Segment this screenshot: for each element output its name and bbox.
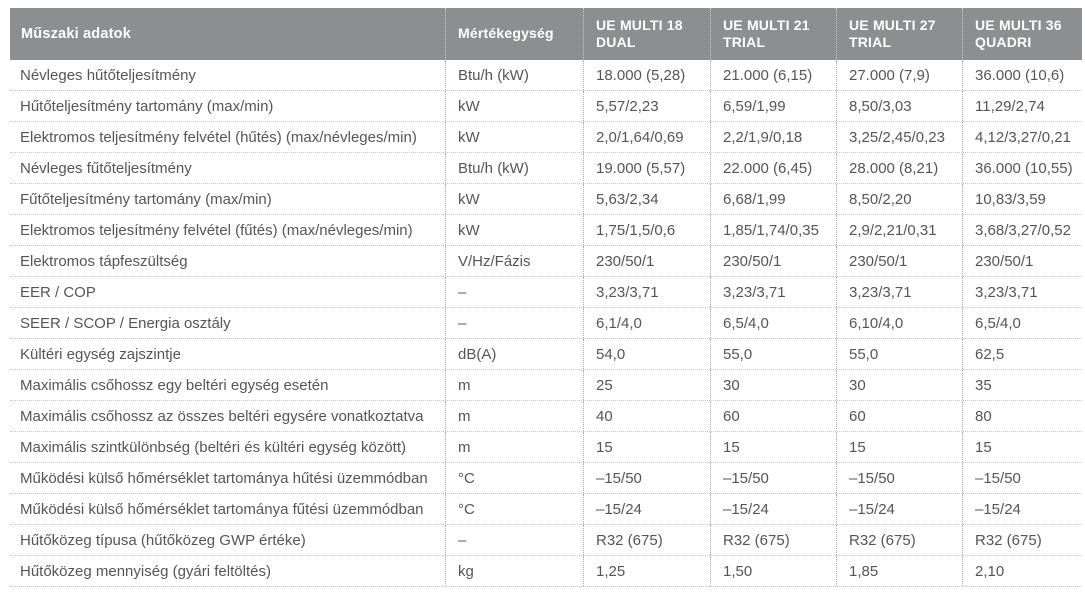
spec-unit: m xyxy=(445,401,583,431)
spec-name: SEER / SCOP / Energia osztály xyxy=(20,314,231,332)
spec-value-model-3: 55,0 xyxy=(836,339,962,369)
spec-name: Működési külső hőmérséklet tartománya fűtési üzemmódban xyxy=(20,500,424,518)
spec-unit: V/Hz/Fázis xyxy=(445,246,583,276)
spec-unit: °C xyxy=(445,494,583,524)
spec-value-model-2: 22.000 (6,45) xyxy=(710,153,836,183)
spec-value-model-2: 55,0 xyxy=(710,339,836,369)
table-row xyxy=(10,184,1082,215)
spec-value-model-1: 2,0/1,64/0,69 xyxy=(583,122,710,152)
spec-value-model-2: –15/50 xyxy=(710,463,836,493)
spec-value-model-2: 30 xyxy=(710,370,836,400)
spec-unit: °C xyxy=(445,463,583,493)
spec-value-model-2: 60 xyxy=(710,401,836,431)
spec-value-model-3: 30 xyxy=(836,370,962,400)
spec-value-model-4: R32 (675) xyxy=(962,525,1082,555)
spec-value-model-3: 60 xyxy=(836,401,962,431)
spec-unit: kW xyxy=(445,184,583,214)
spec-value-model-2: 6,59/1,99 xyxy=(710,91,836,121)
spec-value-model-1: 19.000 (5,57) xyxy=(583,153,710,183)
header-model-ue-multi-36-quadri: UE MULTI 36 QUADRI xyxy=(962,8,1082,60)
spec-value-model-2: 6,68/1,99 xyxy=(710,184,836,214)
table-row xyxy=(10,556,1082,587)
table-row xyxy=(10,401,1082,432)
spec-value-model-3: 28.000 (8,21) xyxy=(836,153,962,183)
spec-value-model-1: 25 xyxy=(583,370,710,400)
spec-value-model-4: –15/24 xyxy=(962,494,1082,524)
spec-value-model-2: 3,23/3,71 xyxy=(710,277,836,307)
spec-value-model-1: 5,63/2,34 xyxy=(583,184,710,214)
spec-value-model-2: 230/50/1 xyxy=(710,246,836,276)
spec-value-model-3: R32 (675) xyxy=(836,525,962,555)
spec-unit: Btu/h (kW) xyxy=(445,60,583,90)
spec-value-model-4: 62,5 xyxy=(962,339,1082,369)
spec-name: Maximális szintkülönbség (beltéri és kültéri egység között) xyxy=(20,438,406,456)
spec-value-model-4: 2,10 xyxy=(962,556,1082,586)
spec-value-model-4: 3,68/3,27/0,52 xyxy=(962,215,1082,245)
spec-value-model-3: 27.000 (7,9) xyxy=(836,60,962,90)
table-row xyxy=(10,370,1082,401)
spec-name: Maximális csőhossz egy beltéri egység esetén xyxy=(20,376,329,394)
spec-value-model-3: 8,50/2,20 xyxy=(836,184,962,214)
table-body xyxy=(10,60,1082,587)
spec-value-model-4: 6,5/4,0 xyxy=(962,308,1082,338)
spec-unit: Btu/h (kW) xyxy=(445,153,583,183)
spec-name: Elektromos teljesítmény felvétel (fűtés) (max/névleges/min) xyxy=(20,221,413,239)
spec-value-model-2: 15 xyxy=(710,432,836,462)
spec-value-model-4: 10,83/3,59 xyxy=(962,184,1082,214)
spec-value-model-1: R32 (675) xyxy=(583,525,710,555)
spec-name: Elektromos teljesítmény felvétel (hűtés) (max/névleges/min) xyxy=(20,128,417,146)
table-header-row xyxy=(10,8,1082,60)
spec-name: Hűtőteljesítmény tartomány (max/min) xyxy=(20,97,274,115)
spec-unit: kW xyxy=(445,122,583,152)
spec-value-model-4: 36.000 (10,6) xyxy=(962,60,1082,90)
spec-name: Működési külső hőmérséklet tartománya hűtési üzemmódban xyxy=(20,469,428,487)
spec-value-model-4: 3,23/3,71 xyxy=(962,277,1082,307)
spec-name: Maximális csőhossz az összes beltéri egysére vonatkoztatva xyxy=(20,407,424,425)
header-specs-label: Műszaki adatok xyxy=(21,25,131,42)
spec-unit: kW xyxy=(445,215,583,245)
spec-value-model-4: 230/50/1 xyxy=(962,246,1082,276)
spec-value-model-3: 230/50/1 xyxy=(836,246,962,276)
spec-name: EER / COP xyxy=(20,283,96,301)
table-row xyxy=(10,153,1082,184)
spec-unit: – xyxy=(445,308,583,338)
spec-unit: kg xyxy=(445,556,583,586)
spec-value-model-1: 6,1/4,0 xyxy=(583,308,710,338)
spec-value-model-2: 2,2/1,9/0,18 xyxy=(710,122,836,152)
spec-value-model-3: 8,50/3,03 xyxy=(836,91,962,121)
spec-value-model-1: –15/24 xyxy=(583,494,710,524)
spec-unit: – xyxy=(445,525,583,555)
spec-value-model-1: 15 xyxy=(583,432,710,462)
spec-value-model-3: 3,25/2,45/0,23 xyxy=(836,122,962,152)
table-row xyxy=(10,525,1082,556)
spec-value-model-4: 80 xyxy=(962,401,1082,431)
spec-unit: m xyxy=(445,370,583,400)
header-model-ue-multi-21-trial: UE MULTI 21 TRIAL xyxy=(710,8,836,60)
spec-name: Elektromos tápfeszültség xyxy=(20,252,188,270)
spec-value-model-4: 36.000 (10,55) xyxy=(962,153,1082,183)
spec-name: Névleges hűtőteljesítmény xyxy=(20,66,196,84)
spec-value-model-1: 40 xyxy=(583,401,710,431)
table-row xyxy=(10,91,1082,122)
spec-unit: dB(A) xyxy=(445,339,583,369)
header-model-ue-multi-18-dual: UE MULTI 18 DUAL xyxy=(583,8,710,60)
table-row xyxy=(10,339,1082,370)
spec-value-model-3: 1,85 xyxy=(836,556,962,586)
spec-name: Fűtőteljesítmény tartomány (max/min) xyxy=(20,190,272,208)
spec-value-model-1: 1,25 xyxy=(583,556,710,586)
table-row xyxy=(10,432,1082,463)
spec-value-model-3: –15/24 xyxy=(836,494,962,524)
spec-unit: kW xyxy=(445,91,583,121)
header-unit-label: Mértékegység xyxy=(445,8,583,60)
table-row xyxy=(10,122,1082,153)
spec-unit: m xyxy=(445,432,583,462)
spec-value-model-1: 18.000 (5,28) xyxy=(583,60,710,90)
spec-name: Hűtőközeg mennyiség (gyári feltöltés) xyxy=(20,562,271,580)
table-row xyxy=(10,308,1082,339)
spec-value-model-2: 1,85/1,74/0,35 xyxy=(710,215,836,245)
spec-name: Kültéri egység zajszintje xyxy=(20,345,181,363)
spec-name: Névleges fűtőteljesítmény xyxy=(20,159,192,177)
spec-value-model-3: 3,23/3,71 xyxy=(836,277,962,307)
spec-value-model-2: 1,50 xyxy=(710,556,836,586)
table-row xyxy=(10,463,1082,494)
table-row xyxy=(10,60,1082,91)
table-row xyxy=(10,246,1082,277)
spec-value-model-2: –15/24 xyxy=(710,494,836,524)
spec-value-model-4: 4,12/3,27/0,21 xyxy=(962,122,1082,152)
spec-value-model-1: –15/50 xyxy=(583,463,710,493)
spec-value-model-4: –15/50 xyxy=(962,463,1082,493)
spec-value-model-2: 6,5/4,0 xyxy=(710,308,836,338)
table-row xyxy=(10,215,1082,246)
spec-value-model-3: 6,10/4,0 xyxy=(836,308,962,338)
spec-value-model-3: –15/50 xyxy=(836,463,962,493)
spec-value-model-1: 54,0 xyxy=(583,339,710,369)
spec-value-model-2: 21.000 (6,15) xyxy=(710,60,836,90)
spec-unit: – xyxy=(445,277,583,307)
spec-value-model-4: 11,29/2,74 xyxy=(962,91,1082,121)
header-model-ue-multi-27-trial: UE MULTI 27 TRIAL xyxy=(836,8,962,60)
spec-value-model-2: R32 (675) xyxy=(710,525,836,555)
table-row xyxy=(10,494,1082,525)
spec-value-model-1: 230/50/1 xyxy=(583,246,710,276)
spec-value-model-3: 15 xyxy=(836,432,962,462)
table-row xyxy=(10,277,1082,308)
spec-name: Hűtőközeg típusa (hűtőközeg GWP értéke) xyxy=(20,531,306,549)
spec-value-model-1: 3,23/3,71 xyxy=(583,277,710,307)
spec-value-model-1: 1,75/1,5/0,6 xyxy=(583,215,710,245)
spec-value-model-4: 35 xyxy=(962,370,1082,400)
spec-value-model-3: 2,9/2,21/0,31 xyxy=(836,215,962,245)
spec-table xyxy=(10,8,1082,587)
spec-value-model-1: 5,57/2,23 xyxy=(583,91,710,121)
spec-value-model-4: 15 xyxy=(962,432,1082,462)
